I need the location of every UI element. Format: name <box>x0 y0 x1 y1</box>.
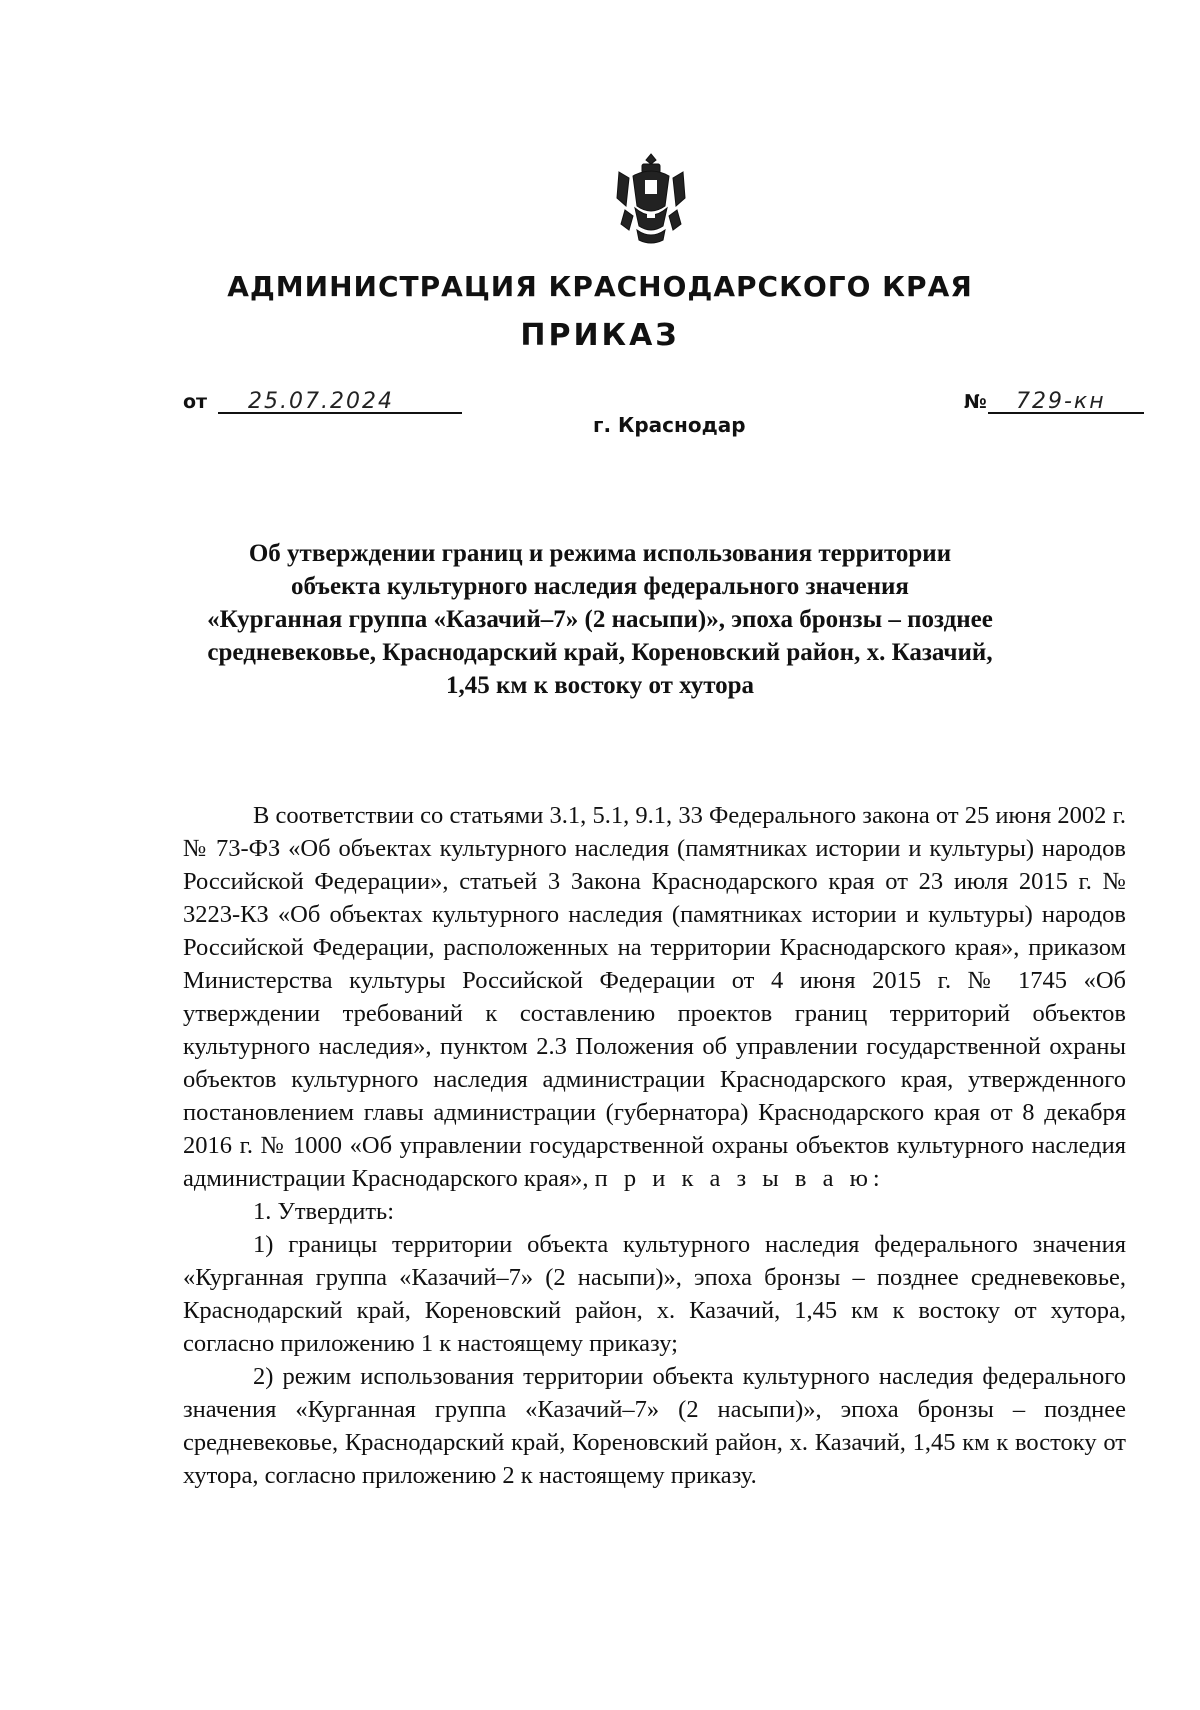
title-line: Об утверждении границ и режима использования территории <box>248 540 952 567</box>
title-line: объекта культурного наследия федерального значения <box>291 573 909 600</box>
item-1-1: 1) границы территории объекта культурного наследия федерального значения «Курганная группа «Казачий–7» (2 насыпи)», эпоха бронзы – позднее средневековье, Краснодарский край, Кореновский район, х. Казачий, 1,45 км к востоку от хутора, согласно приложению 1 к настоящему приказу; <box>183 1231 1126 1357</box>
number-value: 729-кн <box>1016 389 1106 414</box>
document-title <box>150 537 1050 702</box>
preamble-paragraph <box>183 799 1126 1195</box>
item-1-2: 2) режим использования территории объекта культурного наследия федерального значения «Курганная группа «Казачий–7» (2 насыпи)», эпоха бронзы – позднее средневековье, Краснодарский край, Кореновский район, х. Казачий, 1,45 км к востоку от хутора, согласно приложению 2 к настоящему приказу. <box>183 1363 1126 1489</box>
title-line: средневековье, Краснодарский край, Кореновский район, х. Казачий, <box>207 639 993 666</box>
item-1: 1. Утвердить: <box>253 1198 395 1225</box>
document-body <box>183 799 1126 1492</box>
title-line: 1,45 км к востоку от хутора <box>445 672 755 699</box>
date-value: 25.07.2024 <box>248 389 394 414</box>
preamble-text: В соответствии со статьями 3.1, 5.1, 9.1, 33 Федерального закона от 25 июня 2002 г. № 73-ФЗ «Об объектах культурного наследия (памятниках истории и культуры) народов Российской Федерации», статьей 3 Закона Краснодарского края от 23 июля 2015 г. № 3223-КЗ «Об объектах культурного наследия (памятниках истории и культуры) народов Российской Федерации, расположенных на территории Краснодарского края», приказом Министерства культуры Российской Федерации от 4 июня 2015 г. № 1745 «Об утверждении требований к составлению проектов границ территорий объектов культурного наследия», пунктом 2.3 Положения об управлении государственной охраны объектов культурного наследия администрации Краснодарского края, утвержденного постановлением главы администрации (губернатора) Краснодарского края от 8 декабря 2016 г. № 1000 «Об управлении государственной охраны объектов культурного наследия администрации Краснодарского края», <box>183 802 1126 1192</box>
date-label: от <box>183 391 208 413</box>
number-label: № <box>964 391 987 413</box>
organization-name: АДМИНИСТРАЦИЯ КРАСНОДАРСКОГО КРАЯ <box>227 270 973 303</box>
decree-word: п р и к а з ы в а ю: <box>594 1165 885 1192</box>
coat-of-arms-emblem <box>611 150 691 250</box>
document-type: ПРИКАЗ <box>520 318 680 353</box>
title-line: «Курганная группа «Казачий–7» (2 насыпи)», эпоха бронзы – позднее <box>207 606 993 633</box>
city-name: г. Краснодар <box>593 413 746 437</box>
